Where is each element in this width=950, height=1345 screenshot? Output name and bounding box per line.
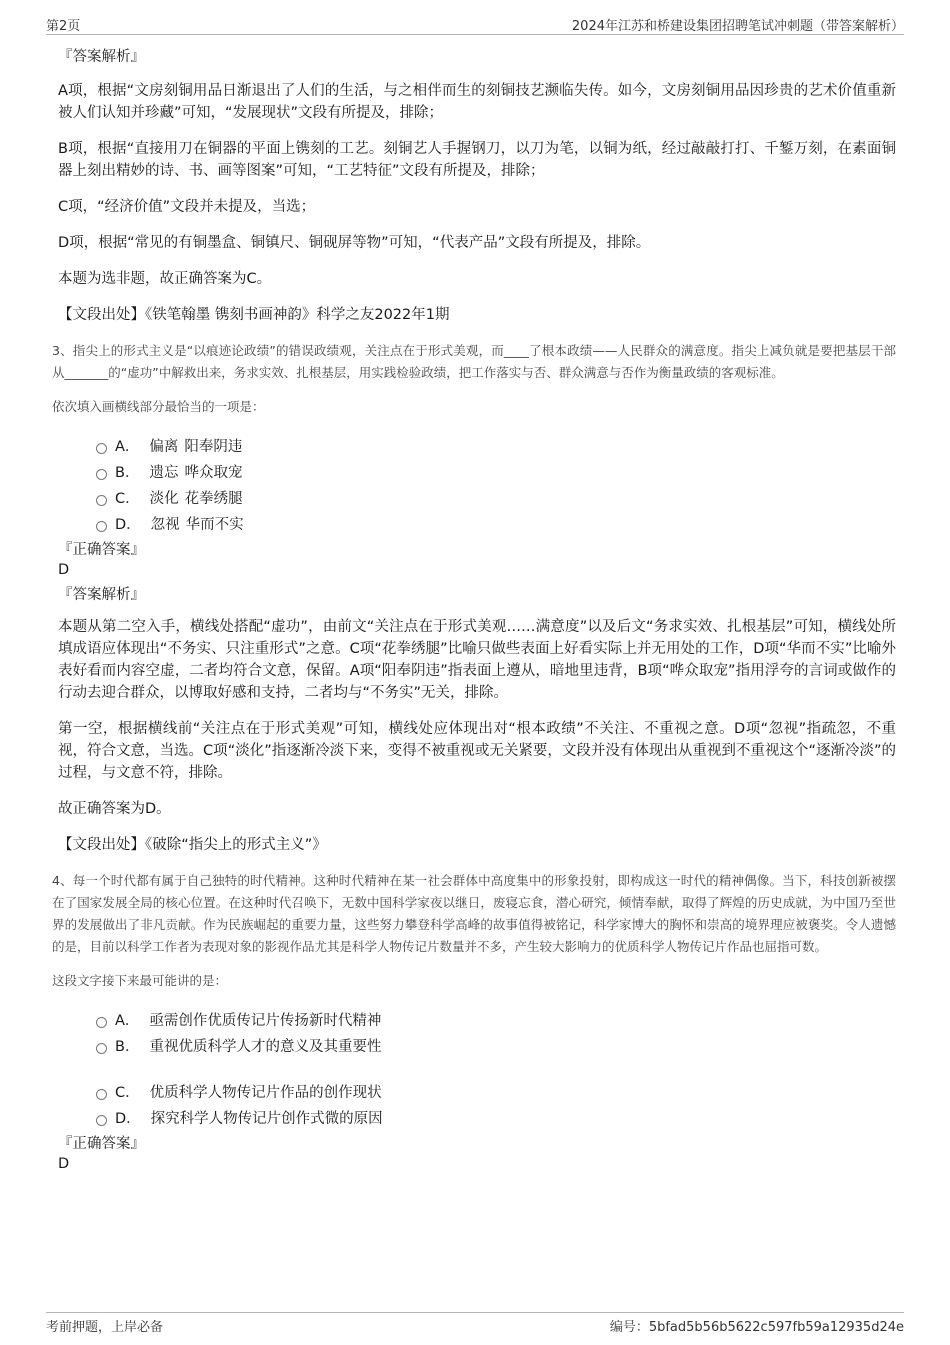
q3-answer-label: 『正确答案』 bbox=[58, 542, 145, 558]
radio-icon[interactable] bbox=[96, 1115, 107, 1126]
q3-option-d[interactable]: D． 忽视 华而不实 bbox=[96, 510, 896, 536]
q4-option-a[interactable]: A． 亟需创作优质传记片传扬新时代精神 bbox=[96, 1006, 896, 1032]
q2-source: 【文段出处】《铁笔翰墨 镌刻书画神韵》科学之友2022年1期 bbox=[58, 307, 450, 323]
page-number: 第2页 bbox=[46, 19, 81, 34]
radio-icon[interactable] bbox=[96, 469, 107, 480]
q2-analysis-label: 『答案解析』 bbox=[58, 49, 145, 65]
q4-answer-label: 『正确答案』 bbox=[58, 1136, 145, 1152]
q2-analysis-b: B项，根据“直接用刀在铜器的平面上镌刻的工艺。刻铜艺人手握钢刀，以刀为笔，以铜为纸，经过敲敲打打、千錾万刻，在素面铜器上刻出精妙的诗、书、画等图案”可知，“工艺特征”文段有所提及，排除； bbox=[58, 141, 896, 179]
q4-answer: D bbox=[58, 1156, 70, 1172]
radio-icon[interactable] bbox=[96, 443, 107, 454]
q4-question-text: 4、每一个时代都有属于自己独特的时代精神。这种时代精神在某一社会群体中高度集中的形象投射，即构成这一时代的精神偶像。当下，科技创新被摆在了国家发展全局的核心位置。在这种时代召唤下，无数中国科学家夜以继日，废寝忘食，潜心研究，倾情奉献，取得了辉煌的历史成就，为中国乃至世界的发展做出了非凡贡献。作为民族崛起的重要力量，这些努力攀登科学高峰的故事值得被铭记，科学家博大的胸怀和崇高的境界理应被褒奖。令人遗憾的是，目前以科学工作者为表现对象的影视作品尤其是科学人物传记片数量并不多，产生较大影响力的优质科学人物传记片作品也屈指可数。 bbox=[52, 873, 896, 954]
q3-answer: D bbox=[58, 562, 70, 578]
q2-conclusion: 本题为选非题，故正确答案为C。 bbox=[58, 271, 272, 287]
radio-icon[interactable] bbox=[96, 495, 107, 506]
radio-icon[interactable] bbox=[96, 1089, 107, 1100]
footer-code: 编号：5bfad5b56b5622c597fb59a12935d24e bbox=[609, 1320, 904, 1335]
q4-option-c[interactable]: C． 优质科学人物传记片作品的创作现状 bbox=[96, 1078, 896, 1104]
document-title: 2024年江苏和桥建设集团招聘笔试冲刺题（带答案解析） bbox=[571, 19, 904, 34]
q3-conclusion: 故正确答案为D。 bbox=[58, 801, 171, 817]
page-content bbox=[52, 46, 896, 1178]
radio-icon[interactable] bbox=[96, 1017, 107, 1028]
q3-option-c[interactable]: C． 淡化 花拳绣腿 bbox=[96, 484, 896, 510]
page-footer bbox=[46, 1312, 904, 1337]
q3-analysis-2: 第一空，根据横线前“关注点在于形式美观”可知，横线处应体现出对“根本政绩”不关注、不重视之意。D项“忽视”指疏忽，不重视，符合文意，当选。C项“淡化”指逐渐冷淡下来，变得不被重视或无关紧要，文段并没有体现出从重视到不重视这个“逐渐冷淡”的过程，与文意不符，排除。 bbox=[58, 721, 896, 781]
footer-slogan: 考前押题，上岸必备 bbox=[46, 1320, 164, 1335]
q3-analysis-1: 本题从第二空入手，横线处搭配“虚功”，由前文“关注点在于形式美观……满意度”以及后文“务求实效、扎根基层”可知，横线处所填成语应体现出“不务实、只注重形式”之意。C项“花拳绣腿”比喻只做些表面上好看实际上并无用处的工作，D项“华而不实”比喻外表好看而内容空虚，二者均符合文意，保留。A项“阳奉阴违”指表面上遵从，暗地里违背，B项“哗众取宠”指用浮夸的言词或做作的行动去迎合群众，以博取好感和支持，二者均与“不务实”无关，排除。 bbox=[58, 619, 896, 701]
q2-analysis-d: D项，根据“常见的有铜墨盒、铜镇尺、铜砚屏等物”可知，“代表产品”文段有所提及，排除。 bbox=[58, 235, 651, 251]
radio-icon[interactable] bbox=[96, 1043, 107, 1054]
q4-option-d[interactable]: D． 探究科学人物传记片创作式微的原因 bbox=[96, 1104, 896, 1130]
page-header bbox=[46, 14, 904, 35]
q2-analysis-a: A项，根据“文房刻铜用品日渐退出了人们的生活，与之相伴而生的刻铜技艺濒临失传。如今，文房刻铜用品因珍贵的艺术价值重新被人们认知并珍藏”可知，“发展现状”文段有所提及，排除； bbox=[58, 83, 896, 121]
q3-option-a[interactable]: A． 偏离 阳奉阴违 bbox=[96, 432, 896, 458]
radio-icon[interactable] bbox=[96, 521, 107, 532]
q4-options bbox=[96, 1006, 896, 1058]
q3-option-b[interactable]: B． 遗忘 哗众取宠 bbox=[96, 458, 896, 484]
q3-source: 【文段出处】《破除“指尖上的形式主义”》 bbox=[58, 837, 327, 853]
q4-prompt: 这段文字接下来最可能讲的是： bbox=[52, 973, 228, 988]
q2-analysis-c: C项，“经济价值”文段并未提及，当选； bbox=[58, 199, 316, 215]
q3-options bbox=[96, 432, 896, 536]
q3-question-text: 3、指尖上的形式主义是“以痕迹论政绩”的错误政绩观，关注点在于形式美观，而____了根本政绩——人民群众的满意度。指尖上减负就是要把基层干部从_______的“虚功”中解救出来，务求实效、扎根基层，用实践检验政绩，把工作落实与否、群众满意与否作为衡量政绩的客观标准。 bbox=[52, 343, 896, 380]
q3-analysis-label: 『答案解析』 bbox=[58, 587, 145, 603]
q3-prompt: 依次填入画横线部分最恰当的一项是： bbox=[52, 399, 265, 414]
q4-options-2 bbox=[96, 1078, 896, 1130]
q4-option-b[interactable]: B． 重视优质科学人才的意义及其重要性 bbox=[96, 1032, 896, 1058]
